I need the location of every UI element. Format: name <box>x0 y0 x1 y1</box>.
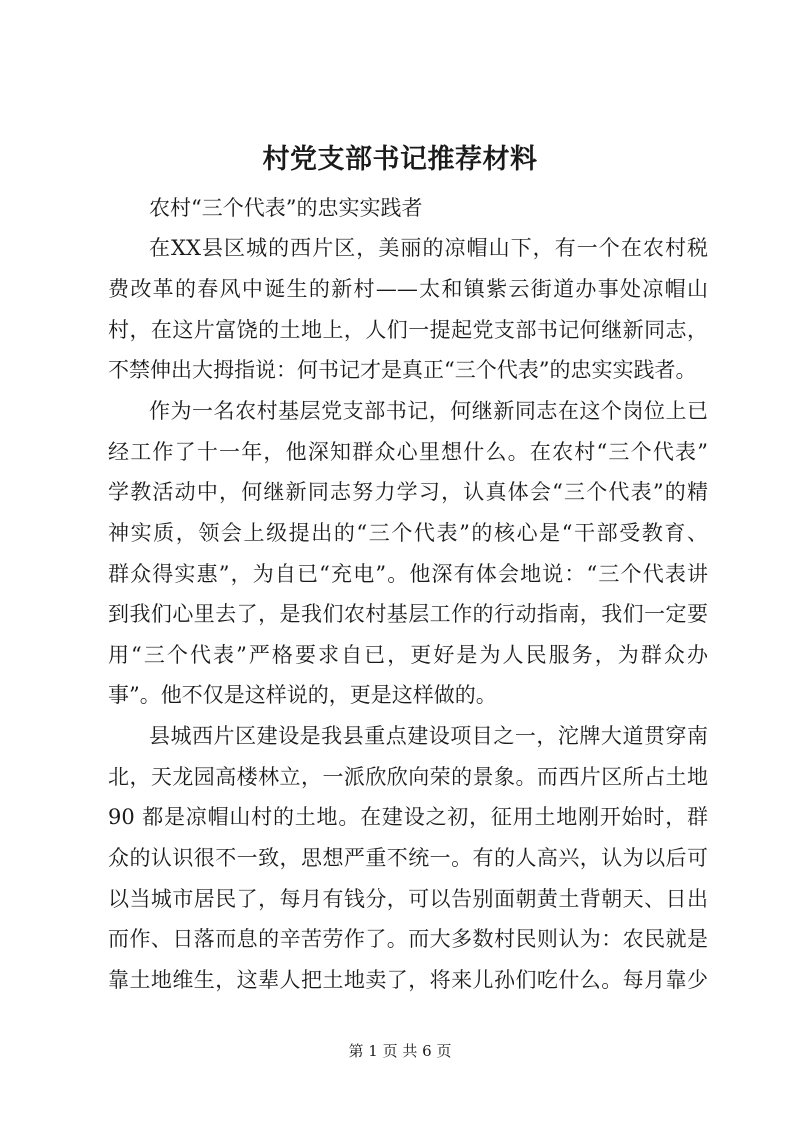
body-line: 众的认识很不一致，思想严重不统一。有的人高兴，认为以后可 <box>108 846 708 870</box>
body-line: 90 都是凉帽山村的土地。在建设之初，征用土地刚开始时，群 <box>108 805 708 829</box>
body-line: 群众得实惠”，为自已“充电”。他深有体会地说：“三个代表讲 <box>108 562 708 586</box>
document-subtitle: 农村“三个代表”的忠实实践者 <box>149 196 423 220</box>
body-line: 事”。他不仅是这样说的，更是这样做的。 <box>108 683 497 707</box>
page-number: 第 1 页 共 6 页 <box>348 1042 452 1060</box>
body-line: 在XX县区城的西片区，美丽的凉帽山下，有一个在农村税 <box>149 236 708 260</box>
body-line: 村，在这片富饶的土地上，人们一提起党支部书记何继新同志， <box>108 318 708 342</box>
body-line: 北，天龙园高楼林立，一派欣欣向荣的景象。而西片区所占土地 <box>108 765 708 789</box>
body-line: 靠土地维生，这辈人把土地卖了，将来儿孙们吃什么。每月靠少 <box>108 968 708 992</box>
body-line: 用“三个代表”严格要求自已，更好是为人民服务，为群众办 <box>108 643 708 667</box>
body-line: 而作、日落而息的辛苦劳作了。而大多数村民则认为：农民就是 <box>108 927 708 951</box>
body-line: 神实质，领会上级提出的“三个代表”的核心是“干部受教育、 <box>108 521 708 545</box>
body-line: 县城西片区建设是我县重点建设项目之一，沱牌大道贯穿南 <box>149 724 708 748</box>
body-line: 学教活动中，何继新同志努力学习，认真体会“三个代表”的精 <box>108 480 708 504</box>
document-title: 村党支部书记推荐材料 <box>262 144 538 175</box>
body-line: 以当城市居民了，每月有钱分，可以告别面朝黄土背朝天、日出 <box>108 887 708 911</box>
body-line: 经工作了十一年，他深知群众心里想什么。在农村“三个代表” <box>108 440 708 464</box>
body-line: 不禁伸出大拇指说：何书记才是真正“三个代表”的忠实实践者。 <box>108 358 697 382</box>
body-line: 作为一名农村基层党支部书记，何继新同志在这个岗位上已 <box>149 399 708 423</box>
body-line: 到我们心里去了，是我们农村基层工作的行动指南，我们一定要 <box>108 602 708 626</box>
body-line: 费改革的春风中诞生的新村——太和镇紫云街道办事处凉帽山 <box>108 277 708 301</box>
